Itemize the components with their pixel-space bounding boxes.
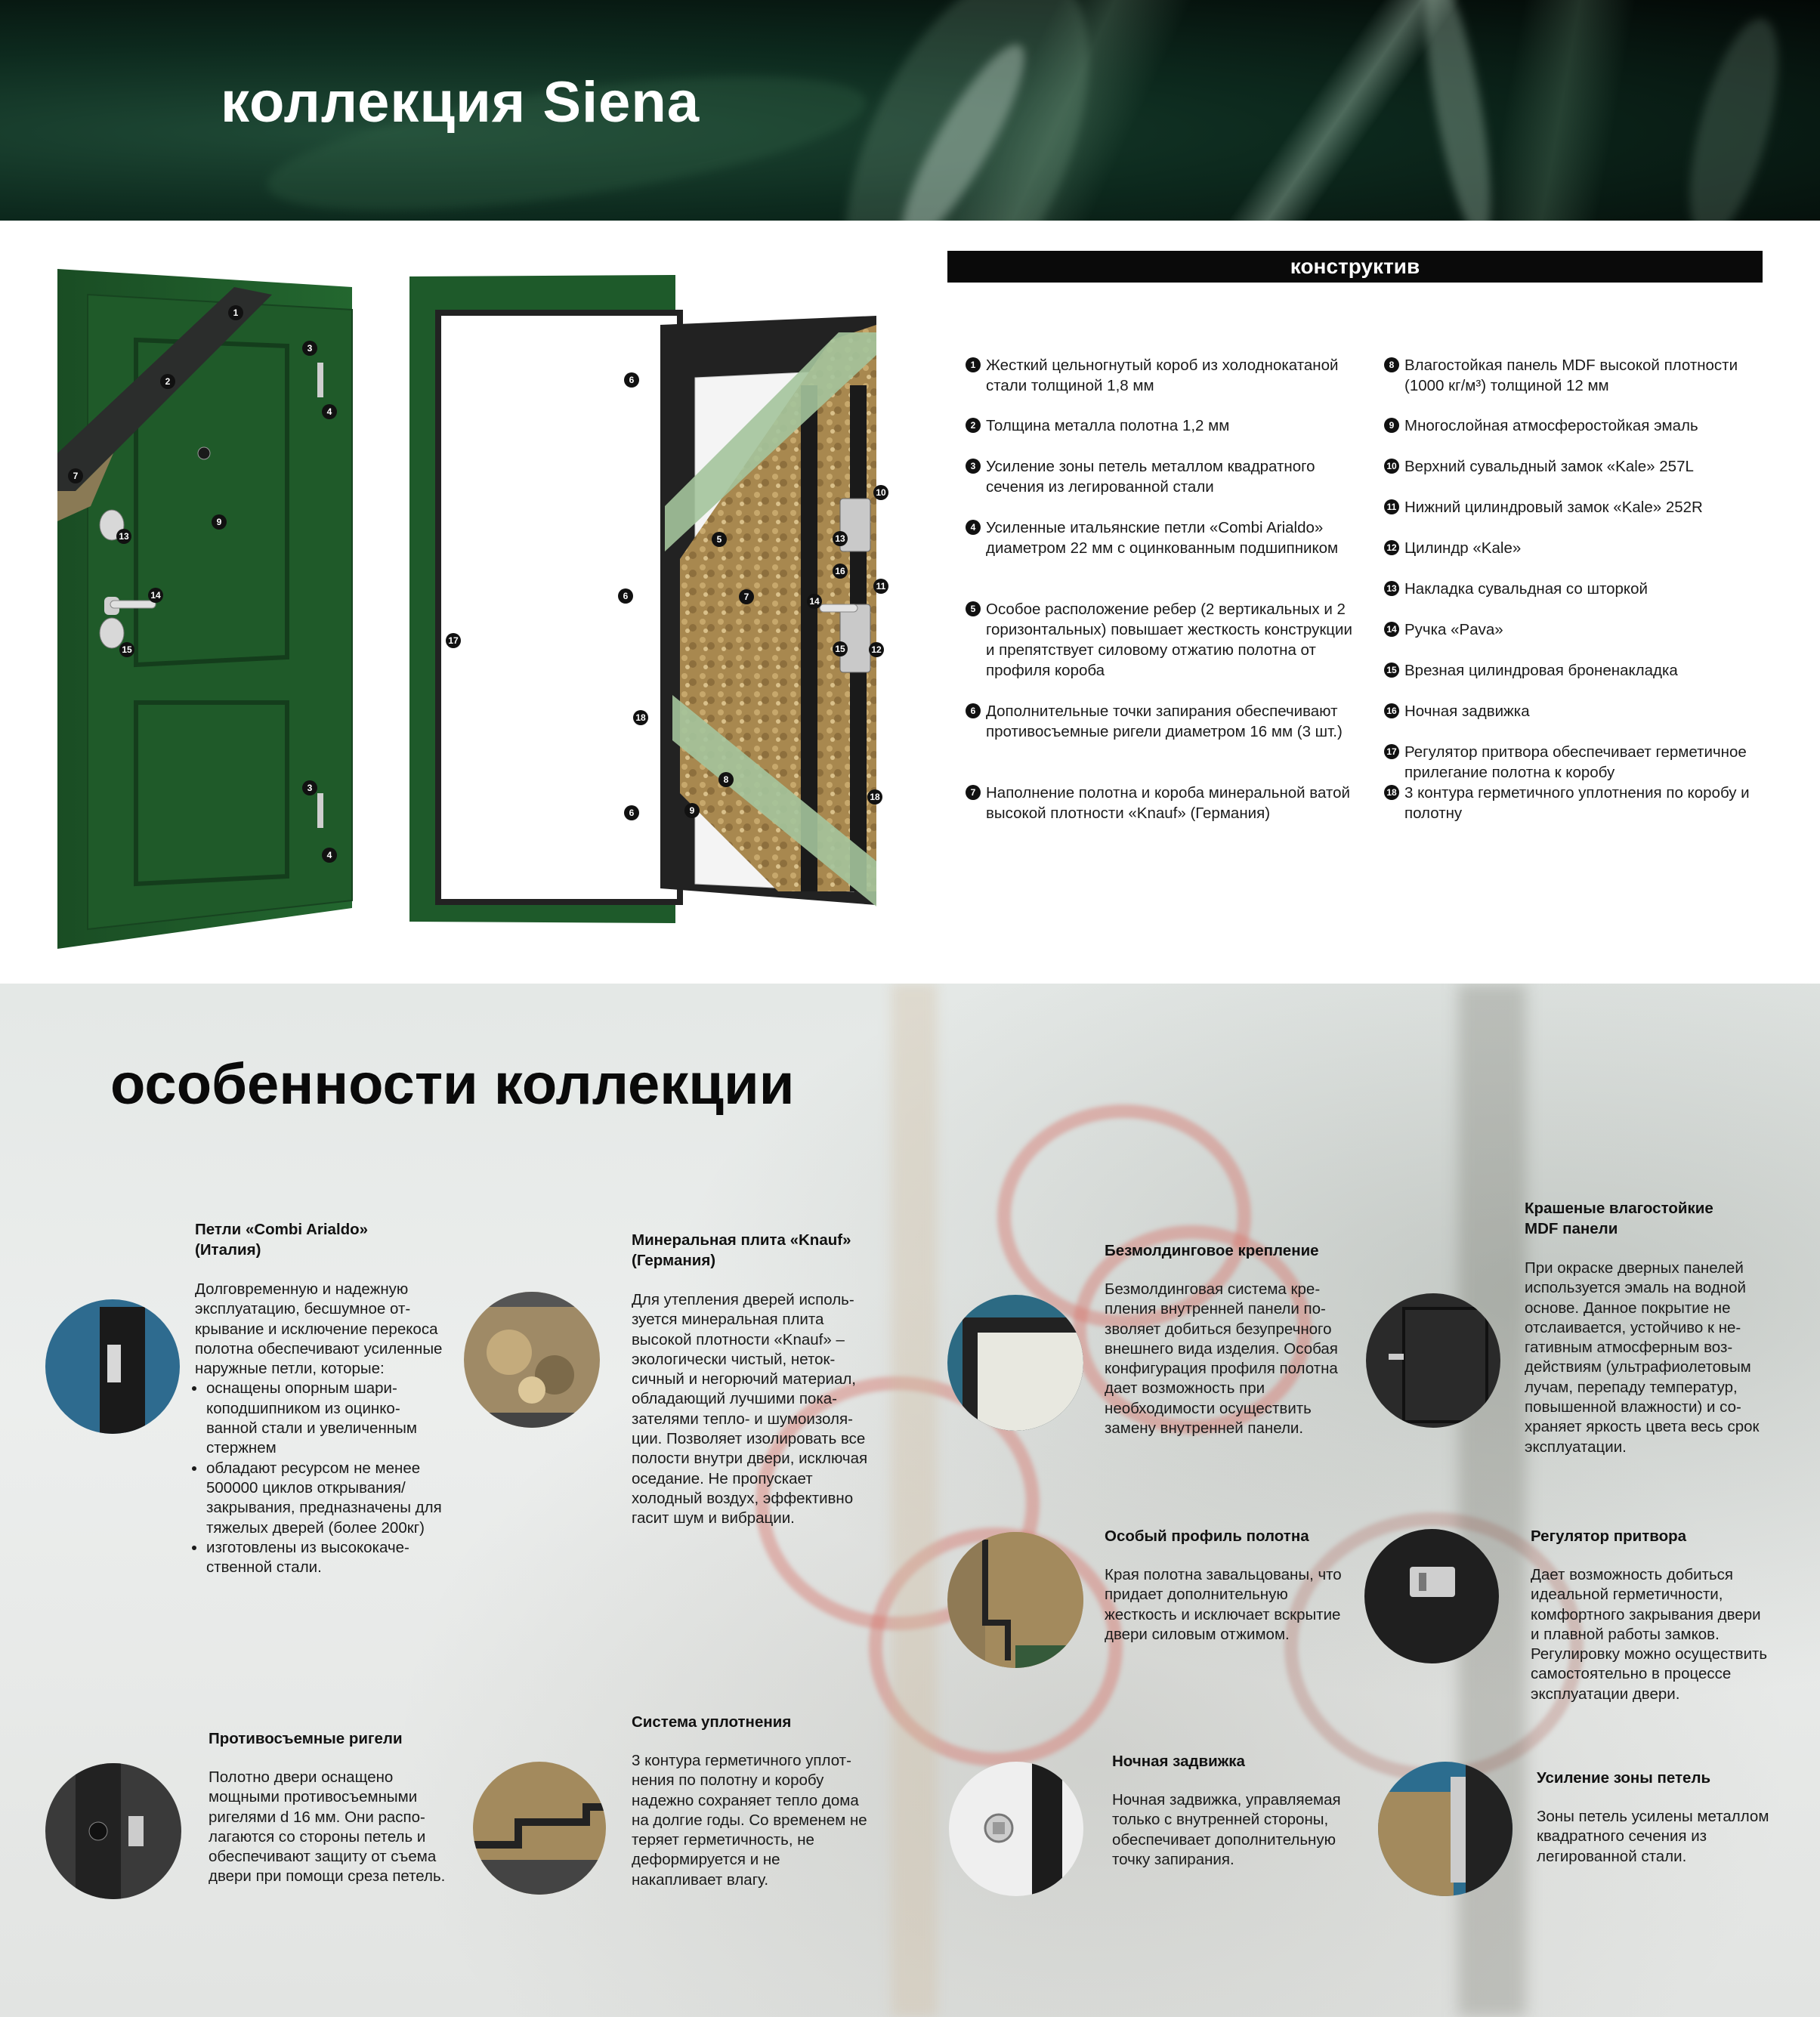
- door-outside-illustration: [53, 264, 370, 952]
- spec-number: 3: [966, 459, 981, 474]
- spec-text: Верхний сувальдный замок «Kale» 257L: [1404, 458, 1694, 475]
- spec-item: [1384, 619, 1503, 640]
- mdf-panel-photo: [1366, 1293, 1500, 1428]
- spec-item: [1384, 742, 1777, 783]
- feature-hinges-bullet: • изготовлены из высококачественной стали.: [206, 1538, 444, 1578]
- feature-profile-text: Края полотна завальцованы, что придает дополнительную жесткость и исключает вскрытие двери силовым отжимом.: [1105, 1566, 1342, 1643]
- svg-text:1: 1: [233, 307, 239, 318]
- spec-item: [1384, 415, 1698, 436]
- svg-text:7: 7: [743, 592, 749, 602]
- spec-item: [966, 783, 1358, 823]
- konstruktiv-heading: конструктив: [947, 251, 1763, 283]
- spec-text: Нижний цилиндровый замок «Kale» 252R: [1404, 499, 1703, 516]
- svg-text:2: 2: [165, 376, 171, 387]
- svg-text:17: 17: [448, 635, 459, 646]
- spec-text: Жесткий цельногнутый короб из холоднокатаной стали толщиной 1,8 мм: [986, 357, 1339, 394]
- spec-text: Ночная задвижка: [1404, 703, 1530, 720]
- spec-text: 3 контура герметичного уплотнения по коробу и полотну: [1404, 784, 1750, 822]
- door-open-cutaway-illustration: [408, 272, 907, 929]
- hinge-zone-photo: [1378, 1762, 1513, 1896]
- feature-bolts-title: Противосъемные ригели: [209, 1730, 403, 1747]
- spec-number: 9: [1384, 418, 1399, 433]
- spec-item: [966, 599, 1358, 681]
- svg-text:4: 4: [326, 850, 332, 860]
- spec-item: [1384, 355, 1777, 396]
- feature-hinges-title: Петли «Combi Arialdo» (Италия): [195, 1221, 369, 1259]
- feature-hinge-zone-title: Усиление зоны петель: [1537, 1769, 1711, 1787]
- feature-hinges-bullet: • обладают ресурсом не менее 500000 циклов открывания/закрывания, предназначены для тяжелых дверей (более 200кг): [206, 1459, 444, 1538]
- feature-seal-text: 3 контура герметичного уплотнения по полотну и коробу надежно сохраняет тепло дома на долгие годы. Со временем не теряет герметичность, не деформируется и не накапливает влагу.: [632, 1752, 867, 1889]
- svg-text:9: 9: [216, 517, 222, 527]
- svg-text:13: 13: [119, 531, 129, 542]
- feature-regulator-title: Регулятор притвора: [1531, 1527, 1687, 1545]
- svg-text:8: 8: [723, 774, 729, 785]
- svg-text:6: 6: [623, 591, 629, 601]
- spec-text: Усиление зоны петель металлом квадратного сечения из легированной стали: [986, 458, 1315, 496]
- svg-text:9: 9: [689, 805, 695, 816]
- spec-number: 12: [1384, 540, 1399, 555]
- spec-item: [966, 456, 1358, 497]
- svg-text:6: 6: [629, 375, 635, 385]
- hero-banner: [0, 0, 1820, 221]
- svg-text:12: 12: [871, 644, 882, 655]
- hinge-photo: [45, 1299, 180, 1434]
- spec-text: Регулятор притвора обеспечивает герметичное прилегание полотна к коробу: [1404, 743, 1747, 781]
- feature-hinge-zone-text: Зоны петель усилены металлом квадратного сечения из легированной стали.: [1537, 1808, 1769, 1865]
- spec-item: [1384, 497, 1703, 517]
- seal-system-photo: [473, 1762, 606, 1895]
- svg-text:16: 16: [835, 566, 845, 576]
- spec-text: Цилиндр «Kale»: [1404, 539, 1522, 557]
- regulator-photo: [1364, 1529, 1499, 1663]
- spec-number: 2: [966, 418, 981, 433]
- spec-number: 5: [966, 601, 981, 616]
- svg-text:14: 14: [150, 590, 161, 601]
- spec-item: [966, 517, 1358, 558]
- spec-text: Усиленные итальянские петли «Combi Arialdo» диаметром 22 мм с оцинкованным подшипником: [986, 519, 1339, 557]
- moldingless-photo: [947, 1295, 1083, 1431]
- spec-text: Влагостойкая панель MDF высокой плотности (1000 кг/м³) толщиной 12 мм: [1404, 357, 1738, 394]
- spec-number: 14: [1384, 622, 1399, 637]
- svg-text:15: 15: [122, 644, 132, 655]
- feature-hinges-bullet: • оснащены опорным шарикоподшипником из оцинкованной стали и увеличенным стержнем: [206, 1379, 444, 1458]
- spec-item: [1384, 701, 1530, 721]
- feature-moldingless-title: Безмолдинговое крепление: [1105, 1242, 1319, 1259]
- svg-text:18: 18: [635, 712, 646, 723]
- spec-number: 4: [966, 520, 981, 535]
- spec-text: Особое расположение ребер (2 вертикальных и 2 горизонтальных) повышает жесткость конструкции и препятствует силовому отжатию полотна от профиля короба: [986, 601, 1352, 679]
- collection-title: коллекция Siena: [221, 70, 700, 134]
- feature-regulator-text: Дает возможность добиться идеальной герметичности, комфортного закрывания двери и плавной работы замков. Регулировку можно осуществить самостоятельно в процессе эксплуатации двери.: [1531, 1566, 1768, 1703]
- feature-hinges-intro: Долговременную и надежную эксплуатацию, бесшумное открывание и исключение перекоса полотна обеспечивают усиленные наружные петли, которые:: [195, 1280, 443, 1378]
- feature-hinges-bullets: [195, 1379, 444, 1577]
- profile-photo: [947, 1532, 1083, 1668]
- spec-number: 1: [966, 357, 981, 372]
- spec-number: 15: [1384, 663, 1399, 678]
- spec-item: [966, 355, 1358, 396]
- features-section: [0, 984, 1820, 2017]
- spec-text: Ручка «Pava»: [1404, 621, 1503, 638]
- feature-night-latch-text: Ночная задвижка, управляемая только с внутренней стороны, обеспечивает дополнительную точку запирания.: [1112, 1791, 1341, 1868]
- svg-text:4: 4: [326, 406, 332, 417]
- feature-mdf-text: При окраске дверных панелей используется эмаль на водной основе. Данное покрытие не отслаивается, устойчиво к негативным атмосферным воздействиям (ультрафиолетовым лучам, перепаду температур, повышенной влажности) и сохраняет яркость цвета весь срок эксплуатации.: [1525, 1259, 1760, 1456]
- spec-item: [1384, 456, 1694, 477]
- spec-item: [966, 415, 1229, 436]
- feature-profile-title: Особый профиль полотна: [1105, 1527, 1309, 1545]
- spec-number: 18: [1384, 785, 1399, 800]
- spec-text: Врезная цилиндровая броненакладка: [1404, 662, 1678, 679]
- svg-text:11: 11: [876, 581, 886, 592]
- spec-text: Накладка сувальдная со шторкой: [1404, 580, 1648, 598]
- spec-number: 16: [1384, 703, 1399, 718]
- spec-text: Наполнение полотна и короба минеральной ватой высокой плотности «Knauf» (Германия): [986, 784, 1350, 822]
- feature-moldingless-text: Безмолдинговая система крепления внутренней панели позволяет добиться безупречного внешнего вида изделия. Особая конфигурация профиля полотна дает возможность при необходимости осуществить замену внутренней панели.: [1105, 1280, 1338, 1438]
- spec-text: Многослойная атмосферостойкая эмаль: [1404, 417, 1698, 434]
- svg-text:14: 14: [809, 596, 820, 607]
- feature-seal-title: Система уплотнения: [632, 1713, 792, 1731]
- spec-text: Толщина металла полотна 1,2 мм: [986, 417, 1230, 434]
- spec-number: 17: [1384, 744, 1399, 759]
- svg-text:15: 15: [835, 644, 845, 654]
- spec-item: [966, 701, 1358, 742]
- feature-knauf-text: Для утепления дверей используется минеральная плита высокой плотности «Knauf» – экологически чистый, нетоксичный и негорючий материал, обладающий лучшими показателями тепло- и шумоизоляции. Позволяет изолировать все полости внутри двери, исключая оседание. Не пропускает холодный воздух, эффективно гасит шум и вибрации.: [632, 1291, 868, 1527]
- night-latch-photo: [949, 1762, 1083, 1896]
- feature-bolts-text: Полотно двери оснащено мощными противосъемными ригелями d 16 мм. Они располагаются со стороны петель и обеспечивают защиту от съема двери при помощи среза петель.: [209, 1768, 446, 1886]
- feature-mdf-title: Крашеные влагостойкие MDF панели: [1525, 1200, 1713, 1237]
- spec-number: 11: [1384, 499, 1399, 514]
- spec-number: 6: [966, 703, 981, 718]
- svg-text:3: 3: [307, 783, 313, 793]
- feature-hinges-text: [195, 1280, 444, 1577]
- spec-item: [1384, 660, 1678, 681]
- spec-item: [1384, 783, 1777, 823]
- svg-text:13: 13: [835, 533, 845, 544]
- spec-item: [1384, 579, 1648, 599]
- spec-number: 13: [1384, 581, 1399, 596]
- svg-text:5: 5: [716, 534, 722, 545]
- mineral-wool-photo: [464, 1292, 600, 1428]
- svg-text:7: 7: [73, 471, 79, 481]
- svg-text:6: 6: [629, 808, 635, 818]
- svg-text:10: 10: [876, 487, 886, 498]
- feature-night-latch-title: Ночная задвижка: [1112, 1753, 1245, 1770]
- anti-removal-bolts-photo: [45, 1763, 181, 1899]
- svg-text:3: 3: [307, 343, 313, 354]
- spec-number: 7: [966, 785, 981, 800]
- svg-text:18: 18: [870, 792, 880, 802]
- features-title: особенности коллекции: [110, 1052, 795, 1117]
- spec-text: Дополнительные точки запирания обеспечивают противосъемные ригели диаметром 16 мм (3 шт.): [986, 703, 1343, 740]
- spec-item: [1384, 538, 1521, 558]
- spec-number: 10: [1384, 459, 1399, 474]
- feature-knauf-title: Минеральная плита «Knauf» (Германия): [632, 1231, 851, 1269]
- spec-number: 8: [1384, 357, 1399, 372]
